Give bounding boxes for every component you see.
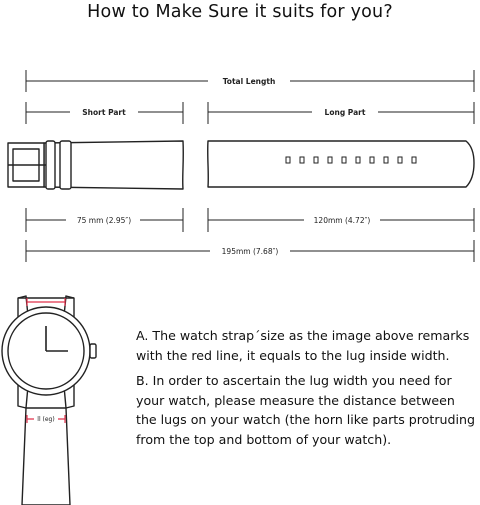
lug-width-label: ll (eg): [37, 416, 55, 423]
short-strap-with-buckle: [8, 141, 183, 189]
instructions: [136, 326, 476, 449]
long-measure-label: 120mm (4.72″): [313, 216, 371, 225]
long-part-label: Long Part: [324, 108, 366, 117]
short-measure-label: 75 mm (2.95″): [76, 216, 132, 225]
lug-width-marker-top: [27, 298, 65, 306]
long-strap: [208, 141, 474, 187]
short-part-label: Short Part: [82, 108, 126, 117]
instruction-b: B. In order to ascertain the lug width you need for your watch, please measure the distance between the lugs on your watch (the horn like parts protruding from the top and bottom of your watch).: [136, 373, 475, 447]
watch-icon: [2, 296, 96, 505]
instruction-a: A. The watch strap´size as the image above remarks with the red line, it equals to the lug inside width.: [136, 328, 470, 363]
total-measure-label: 195mm (7.68″): [221, 247, 279, 256]
page-title: How to Make Sure it suits for you?: [87, 2, 393, 22]
total-length-label: Total Length: [222, 77, 276, 86]
